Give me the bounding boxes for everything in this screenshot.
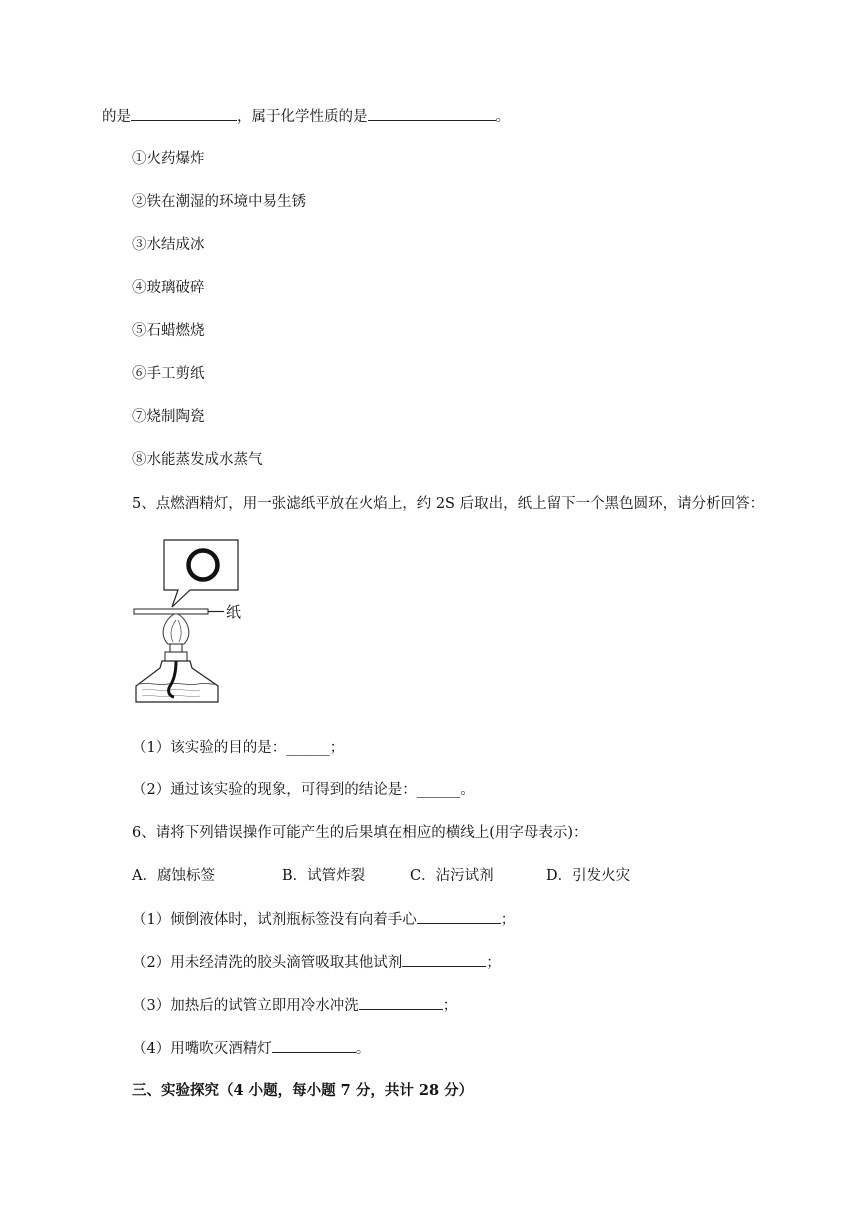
answer-blank-q6-3[interactable]: [359, 995, 443, 1010]
q6-sub1-end: ；: [500, 912, 516, 928]
answer-blank-q6-2[interactable]: [402, 952, 486, 967]
intro-line: [102, 106, 510, 127]
answer-blank-chemical[interactable]: [368, 106, 496, 121]
list-item: ⑦烧制陶瓷: [132, 409, 205, 425]
answer-blank-q6-4[interactable]: [272, 1038, 356, 1053]
q6-sub3-text: （3）加热后的试管立即用冷水冲洗: [132, 998, 359, 1014]
answer-blank-q6-1[interactable]: [417, 909, 501, 924]
list-item: ②铁在潮湿的环境中易生锈: [132, 194, 306, 210]
q6-sub4: [132, 1038, 370, 1059]
answer-blank-physical[interactable]: [131, 106, 237, 121]
q6-stem: 6、请将下列错误操作可能产生的后果填在相应的横线上(用字母表示)：: [132, 825, 588, 841]
intro-suffix: 。: [495, 109, 510, 125]
q6-sub1-text: （1）倾倒液体时，试剂瓶标签没有向着手心: [132, 912, 417, 928]
paper-label: 纸: [226, 603, 242, 621]
alcohol-lamp-figure: [132, 534, 262, 714]
option-c: C．沾污试剂: [410, 868, 494, 884]
list-item: ⑥手工剪纸: [132, 366, 205, 382]
q6-sub4-text: （4）用嘴吹灭酒精灯: [132, 1041, 272, 1057]
option-a: A．腐蚀标签: [132, 868, 215, 884]
q6-options: [132, 866, 630, 886]
q5-sub2: （2）通过该实验的现象，可得到的结论是：______。: [132, 782, 475, 798]
section-heading: 三、实验探究（4 小题，每小题 7 分，共计 28 分）: [132, 1082, 474, 1099]
list-item: ①火药爆炸: [132, 151, 205, 167]
q6-sub4-end: 。: [355, 1041, 371, 1057]
list-item: ③水结成冰: [132, 237, 205, 253]
intro-middle: ，属于化学性质的是: [237, 109, 368, 125]
list-item: ④玻璃破碎: [132, 280, 205, 296]
q6-sub3: [132, 995, 457, 1016]
q5-sub1: （1）该实验的目的是：______；: [132, 740, 345, 756]
q6-sub3-end: ；: [442, 998, 458, 1014]
q6-sub2-text: （2）用未经清洗的胶头滴管吸取其他试剂: [132, 955, 403, 971]
q6-sub1: [132, 909, 515, 930]
option-d: D．引发火灾: [546, 868, 631, 884]
intro-prefix: 的是: [102, 109, 131, 125]
list-item: ⑤石蜡燃烧: [132, 323, 205, 339]
alcohol-lamp-illustration: [132, 534, 262, 710]
list-item: ⑧水能蒸发成水蒸气: [132, 452, 263, 468]
q6-sub2-end: ；: [486, 955, 501, 971]
q6-sub2: [132, 952, 501, 973]
option-b: B．试管炸裂: [282, 868, 366, 884]
q5-stem: 5、点燃酒精灯，用一张滤纸平放在火焰上，约 2S 后取出，纸上留下一个黑色圆环，请分析回答：: [132, 496, 765, 512]
